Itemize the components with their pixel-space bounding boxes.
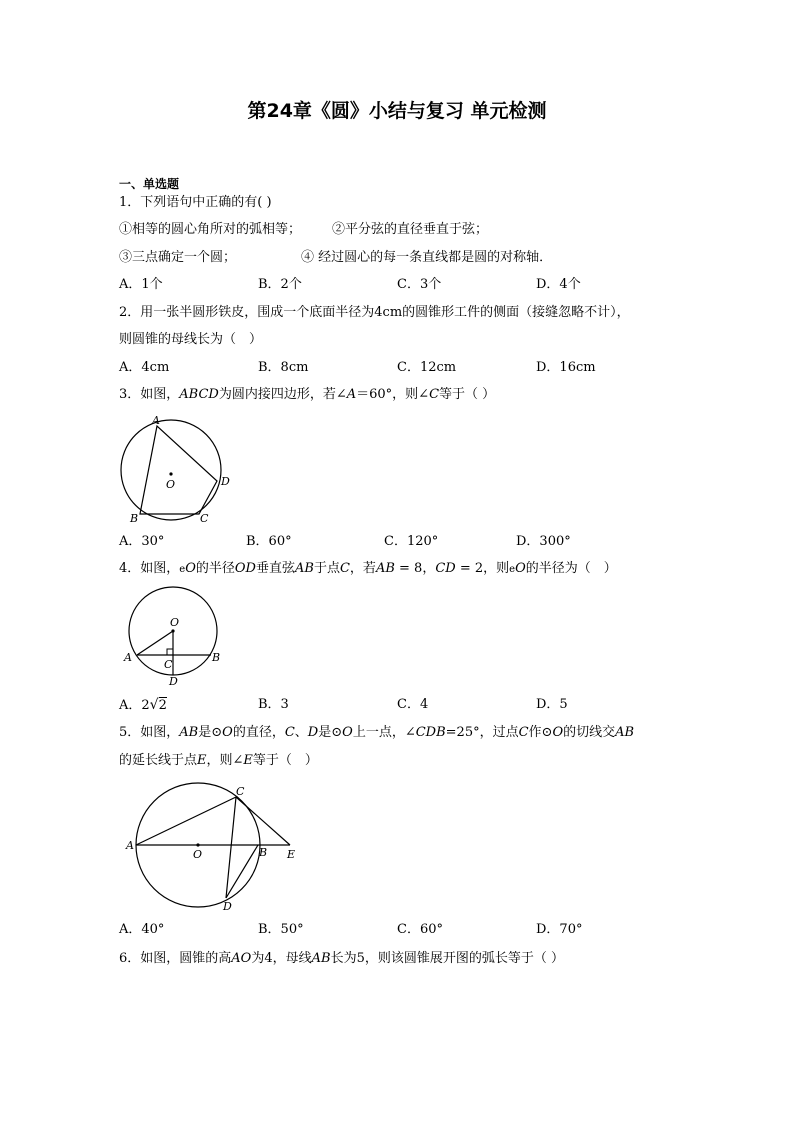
q3-circle xyxy=(121,420,221,520)
q3-figure xyxy=(110,412,240,530)
q1-option-a: A．1个 xyxy=(119,277,163,292)
q3-label-a: A xyxy=(152,414,160,427)
q6-stem: 6．如图，圆锥的高AO为4，母线AB长为5，则该圆锥展开图的弧长等于（ ） xyxy=(119,951,564,966)
q3-stem: 3．如图，ABCD为圆内接四边形，若∠A＝60°，则∠C等于（ ） xyxy=(119,387,496,402)
q1-stem: 1．下列语句中正确的有( ) xyxy=(119,195,272,210)
q5-option-c: C．60° xyxy=(397,922,443,937)
q4-label-o: O xyxy=(170,616,180,629)
q5-center-dot xyxy=(196,843,199,846)
q2-option-c: C．12cm xyxy=(397,360,457,375)
q5-label-b: B xyxy=(259,846,268,859)
q2-option-b: B．8cm xyxy=(258,360,309,375)
q3-option-b: B．60° xyxy=(246,534,292,549)
q4-option-b: B．3 xyxy=(258,697,289,712)
q3-option-a: A．30° xyxy=(119,534,165,549)
q1-statement-1: ①相等的圆心角所对的弧相等； xyxy=(119,222,302,237)
q5-option-d: D．70° xyxy=(536,922,583,937)
q5-tangent-ce xyxy=(236,797,290,845)
q1-option-c: C．3个 xyxy=(397,277,442,292)
q5-option-a: A．40° xyxy=(119,922,165,937)
q5-label-e: E xyxy=(287,848,296,861)
q4-label-a: A xyxy=(124,651,132,664)
q3-label-c: C xyxy=(200,512,209,525)
section-heading: 一、单选题 xyxy=(119,177,180,191)
q1-option-b: B．2个 xyxy=(258,277,302,292)
q3-label-o: O xyxy=(166,478,176,491)
q3-label-b: B xyxy=(130,512,139,525)
q4-option-c: C．4 xyxy=(397,697,429,712)
q4-label-b: B xyxy=(212,651,221,664)
q2-option-a: A．4cm xyxy=(119,360,170,375)
q4-label-c: C xyxy=(164,658,173,671)
q5-label-c: C xyxy=(236,785,245,798)
q4-label-d: D xyxy=(169,675,178,688)
q4-option-a: A．2√2 xyxy=(119,697,167,713)
q5-stem-line2: 的延长线于点E，则∠E等于（ ） xyxy=(119,753,318,768)
q5-label-d: D xyxy=(223,900,232,913)
q1-statement-3: ③三点确定一个圆； xyxy=(119,250,237,265)
q2-stem-line1: 2．用一张半圆形铁皮，围成一个底面半径为4cm的圆锥形工件的侧面（接缝忽略不计）， xyxy=(119,305,630,320)
q4-right-angle-mark xyxy=(167,649,173,655)
q1-option-d: D．4个 xyxy=(536,277,581,292)
q5-option-b: B．50° xyxy=(258,922,304,937)
q3-option-c: C．120° xyxy=(384,534,439,549)
q5-label-a: A xyxy=(126,839,134,852)
q5-stem-line1: 5．如图，AB是⊙O的直径，C、D是⊙O上一点，∠CDB=25°，过点C作⊙O的切线交AB xyxy=(119,725,635,740)
q4-segment-oa xyxy=(137,631,173,655)
q1-statement-4: ④ 经过圆心的每一条直线都是圆的对称轴． xyxy=(301,250,553,265)
q4-stem: 4．如图，eO的半径OD垂直弦AB于点C，若AB = 8，CD = 2，则eO的半径为（ ） xyxy=(119,561,617,576)
q4-center-dot xyxy=(171,629,174,632)
q1-statement-2: ②平分弦的直径垂直于弦； xyxy=(332,222,489,237)
q5-figure xyxy=(122,780,302,915)
q3-label-d: D xyxy=(221,475,230,488)
q3-option-d: D．300° xyxy=(516,534,571,549)
q4-option-d: D．5 xyxy=(536,697,568,712)
q5-label-o: O xyxy=(193,848,203,861)
q2-stem-line2: 则圆锥的母线长为（ ） xyxy=(119,332,263,347)
q4-figure xyxy=(118,586,228,690)
q3-center-dot xyxy=(169,472,172,475)
q2-option-d: D．16cm xyxy=(536,360,596,375)
q3-quadrilateral xyxy=(140,426,217,514)
page-title: 第24章《圆》小结与复习 单元检测 xyxy=(247,100,547,122)
